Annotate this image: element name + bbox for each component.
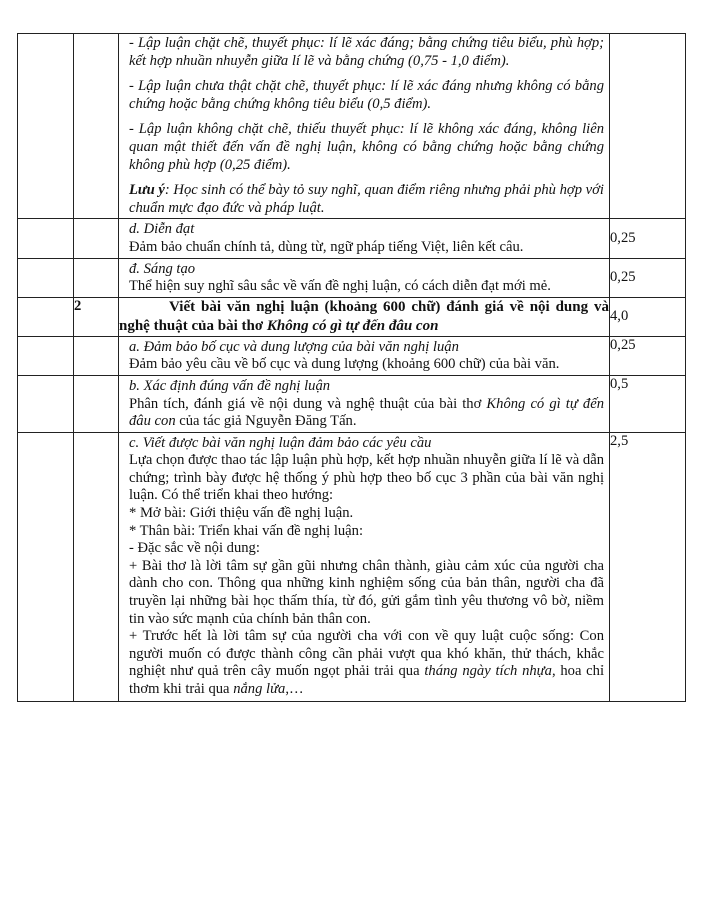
quote-2: nắng lửa bbox=[233, 681, 286, 697]
criterion-heading: b. Xác định đúng vấn đề nghị luận bbox=[129, 377, 331, 394]
question-title bbox=[119, 297, 610, 336]
col-section-cell bbox=[18, 375, 74, 432]
content-point-2-text: + Trước hết là lời tâm sự của người cha với con về quy luật cuộc sống: Con người muốn có được thành công cần phải vượt qua khó khăn, thử thách, khắc nghiệt như quả trên cây muốn ngọt phải trải qua bbox=[129, 628, 604, 680]
content-point-2-end: ,… bbox=[285, 681, 304, 697]
note bbox=[129, 182, 604, 217]
question-number: 2 bbox=[74, 297, 119, 336]
content-point-2-mid: , hoa chỉ thơm khi trải qua bbox=[129, 663, 605, 697]
content-heading: - Đặc sắc về nội dung: bbox=[129, 540, 260, 557]
criterion-body: Đảm bảo chuẩn chính tả, dùng từ, ngữ pháp tiếng Việt, liên kết câu. bbox=[129, 238, 524, 255]
criterion-heading: c. Viết được bài văn nghị luận đảm bảo các yêu cầu bbox=[129, 434, 432, 451]
col-number-cell bbox=[74, 375, 119, 432]
poem-title: Không có gì tự đến đâu con bbox=[266, 317, 439, 334]
score-cell bbox=[610, 34, 686, 219]
note-text: : Học sinh có thể bày tỏ suy nghĩ, quan điểm riêng nhưng phải phù hợp với chuẩn mực đạo đức và pháp luật. bbox=[129, 182, 604, 216]
criteria-cell bbox=[119, 336, 610, 375]
criterion-body: Đảm bảo yêu cầu về bố cục và dung lượng (khoảng 600 chữ) của bài văn. bbox=[129, 356, 560, 373]
col-section-cell bbox=[18, 297, 74, 336]
argument-level-mid: - Lập luận chưa thật chặt chẽ, thuyết phục: lí lẽ xác đáng nhưng không có bằng chứng hoặc bằng chứng không tiêu biểu (0,5 điểm). bbox=[129, 78, 604, 112]
col-number-cell bbox=[74, 336, 119, 375]
outline-body: * Thân bài: Triển khai vấn đề nghị luận: bbox=[129, 522, 364, 539]
argument-level-high: - Lập luận chặt chẽ, thuyết phục: lí lẽ xác đáng; bằng chứng tiêu biểu, phù hợp; kết hợp nhuần nhuyễn giữa lí lẽ và bằng chứng (0,75 - 1,0 điểm). bbox=[129, 35, 604, 69]
question-title-text: Viết bài văn nghị luận (khoảng 600 chữ) đánh giá về nội dung và nghệ thuật của bài thơ bbox=[119, 298, 609, 334]
table-row bbox=[18, 219, 686, 258]
score-value: 0,25 bbox=[610, 219, 686, 258]
criterion-heading: d. Diễn đạt bbox=[129, 221, 195, 238]
col-section-cell bbox=[18, 432, 74, 701]
score-value: 2,5 bbox=[610, 432, 686, 701]
col-section-cell bbox=[18, 336, 74, 375]
score-value: 4,0 bbox=[610, 297, 686, 336]
score-value: 0,25 bbox=[610, 336, 686, 375]
table-row bbox=[18, 336, 686, 375]
criterion-heading: đ. Sáng tạo bbox=[129, 260, 196, 277]
criteria-cell bbox=[119, 34, 610, 219]
criteria-cell bbox=[119, 258, 610, 297]
outline-intro: * Mở bài: Giới thiệu vấn đề nghị luận. bbox=[129, 505, 354, 522]
col-section-cell bbox=[18, 219, 74, 258]
content-point-2 bbox=[129, 628, 604, 698]
argument-level-low: - Lập luận không chặt chẽ, thiếu thuyết phục: lí lẽ không xác đáng, không liên quan mật thiết đến vấn đề nghị luận, không có bằng chứng hoặc bằng chứng không phù hợp (0,25 điểm). bbox=[129, 121, 604, 173]
poem-title: Không có gì tự đến đâu con bbox=[129, 395, 604, 430]
score-value: 0,25 bbox=[610, 258, 686, 297]
col-number-cell bbox=[74, 34, 119, 219]
criteria-cell bbox=[119, 432, 610, 701]
quote-1: tháng ngày tích nhựa bbox=[424, 663, 552, 680]
criterion-body bbox=[129, 396, 604, 431]
col-section-cell bbox=[18, 34, 74, 219]
content-point-1: + Bài thơ là lời tâm sự gần gũi nhưng chân thành, giàu cảm xúc của người cha dành cho con. Thông qua những kinh nghiệm sống của bản thân, người cha đã truyền lại những bài học thấm thía, từ đó, gửi gắm tình yêu thương vô bờ, niềm tin vào sức mạnh của chính bản thân con. bbox=[129, 557, 604, 627]
table-row bbox=[18, 258, 686, 297]
note-label: Lưu ý bbox=[129, 182, 165, 199]
col-number-cell bbox=[74, 432, 119, 701]
col-number-cell bbox=[74, 219, 119, 258]
col-number-cell bbox=[74, 258, 119, 297]
criterion-body: Thể hiện suy nghĩ sâu sắc về vấn đề nghị luận, có cách diễn đạt mới mẻ. bbox=[129, 278, 551, 295]
table-row bbox=[18, 375, 686, 432]
table-row bbox=[18, 432, 686, 701]
criterion-intro: Lựa chọn được thao tác lập luận phù hợp, kết hợp nhuần nhuyễn giữa lí lẽ và dẫn chứng; trình bày được hệ thống ý phù hợp theo bố cục 3 phần của bài văn nghị luận. Có thể triển khai theo hướng: bbox=[129, 452, 604, 504]
criterion-heading: a. Đảm bảo bố cục và dung lượng của bài văn nghị luận bbox=[129, 338, 459, 355]
col-section-cell bbox=[18, 258, 74, 297]
criterion-body-text: Phân tích, đánh giá về nội dung và nghệ thuật của bài thơ bbox=[129, 395, 487, 412]
table-row bbox=[18, 297, 686, 336]
criterion-body-end: của tác giả Nguyễn Đăng Tấn. bbox=[175, 413, 357, 430]
table-row bbox=[18, 34, 686, 219]
criteria-cell bbox=[119, 219, 610, 258]
score-value: 0,5 bbox=[610, 375, 686, 432]
criteria-cell bbox=[119, 375, 610, 432]
grading-table bbox=[17, 33, 686, 702]
